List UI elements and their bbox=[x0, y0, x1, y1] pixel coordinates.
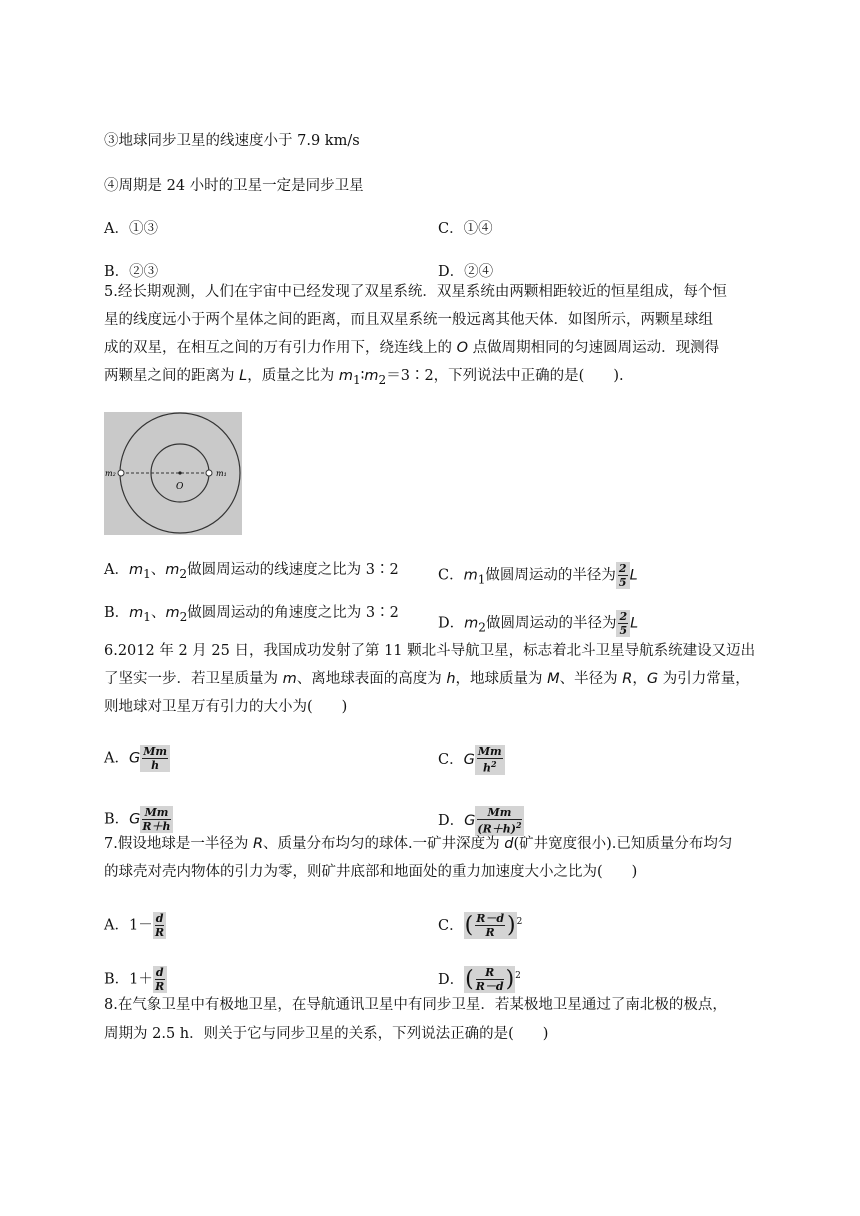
label-m1: m₁ bbox=[216, 469, 227, 478]
q8-stem-line2: 周期为 2.5 h．则关于它与同步卫星的关系，下列说法正确的是( ) bbox=[104, 1026, 549, 1042]
q4-option-c: C．①④ bbox=[438, 221, 493, 237]
label-m2: m₂ bbox=[105, 469, 116, 478]
star-m1 bbox=[206, 470, 212, 476]
q5-stem-line1: 5.经长期观测，人们在宇宙中已经发现了双星系统．双星系统由两颗相距较近的恒星组成，每个恒 bbox=[104, 284, 727, 300]
q4-option-a: A．①③ bbox=[104, 221, 158, 237]
q7-option-b: B．1＋ $\frac{d}{R}$ bbox=[104, 966, 167, 993]
center-point-o bbox=[178, 471, 181, 474]
label-o: O bbox=[176, 482, 184, 492]
star-m2 bbox=[118, 470, 124, 476]
q7-option-d: D． ( $\frac{R}{R-d}$ ) $^2$ bbox=[438, 966, 521, 994]
q5-stem-line2: 星的线度远小于两个星体之间的距离，而且双星系统一般远离其他天体．如图所示，两颗星球组 bbox=[104, 312, 713, 328]
q6-stem-line3: 则地球对卫星万有引力的大小为( ) bbox=[104, 699, 348, 715]
q4-option-d: D．②④ bbox=[438, 264, 494, 280]
q7-option-c: C． ( $\frac{R-d}{R}$ ) $^2$ bbox=[438, 912, 523, 940]
q5-option-a: A．$m_1$、$m_2$做圆周运动的线速度之比为 3∶2 bbox=[104, 562, 399, 581]
binary-star-figure bbox=[104, 412, 242, 535]
statement-4: ④周期是 24 小时的卫星一定是同步卫星 bbox=[104, 178, 364, 194]
q5-option-c: C．$m_1$做圆周运动的半径为 $\frac{2}{5}$ L bbox=[438, 562, 638, 589]
q6-option-a: A．G $\frac{Mm}{h}$ bbox=[104, 745, 170, 772]
fraction-two-fifths: $\frac{2}{5}$ bbox=[616, 562, 630, 589]
binary-star-diagram bbox=[104, 412, 242, 535]
q5-stem-line3: 成的双星，在相互之间的万有引力作用下，绕连线上的 O 点做周期相同的匀速圆周运动．现测得 bbox=[104, 340, 720, 356]
q5-stem-line4: 两颗星之间的距离为 L，质量之比为 $m_1∶m_2=3∶2$，下列说法中正确的是( ). bbox=[104, 368, 624, 387]
q4-option-b: B．②③ bbox=[104, 264, 159, 280]
q7-stem-line1: 7.假设地球是一半径为 R、质量分布均匀的球体.一矿井深度为 d(矿井宽度很小).已知质量分布均匀 bbox=[104, 836, 733, 852]
statement-3: ③地球同步卫星的线速度小于 7.9 km/s bbox=[104, 133, 360, 149]
q6-stem-line2: 了坚实一步．若卫星质量为 m、离地球表面的高度为 h，地球质量为 M、半径为 R，G 为引力常量， bbox=[104, 671, 750, 687]
fraction-two-fifths: $\frac{2}{5}$ bbox=[616, 610, 630, 637]
q6-option-b: B．G $\frac{Mm}{R+h}$ bbox=[104, 806, 171, 833]
q7-stem-line2: 的球壳对壳内物体的引力为零，则矿井底部和地面处的重力加速度大小之比为( ) bbox=[104, 864, 638, 880]
q6-option-c: C．G $\frac{Mm}{h^2}$ bbox=[438, 745, 505, 775]
q5-option-d: D．$m_2$做圆周运动的半径为 $\frac{2}{5}$ L bbox=[438, 610, 639, 637]
q7-option-a: A．1－ $\frac{d}{R}$ bbox=[104, 912, 166, 939]
q5-option-b: B．$m_1$、$m_2$做圆周运动的角速度之比为 3∶2 bbox=[104, 605, 399, 624]
q6-option-d: D．G $\frac{Mm}{(R+h)^2}$ bbox=[438, 806, 522, 836]
q8-stem-line1: 8.在气象卫星中有极地卫星，在导航通讯卫星中有同步卫星．若某极地卫星通过了南北极的极点， bbox=[104, 997, 727, 1013]
q6-stem-line1: 6.2012 年 2 月 25 日，我国成功发射了第 11 颗北斗导航卫星，标志着北斗卫星导航系统建设又迈出 bbox=[104, 643, 756, 659]
